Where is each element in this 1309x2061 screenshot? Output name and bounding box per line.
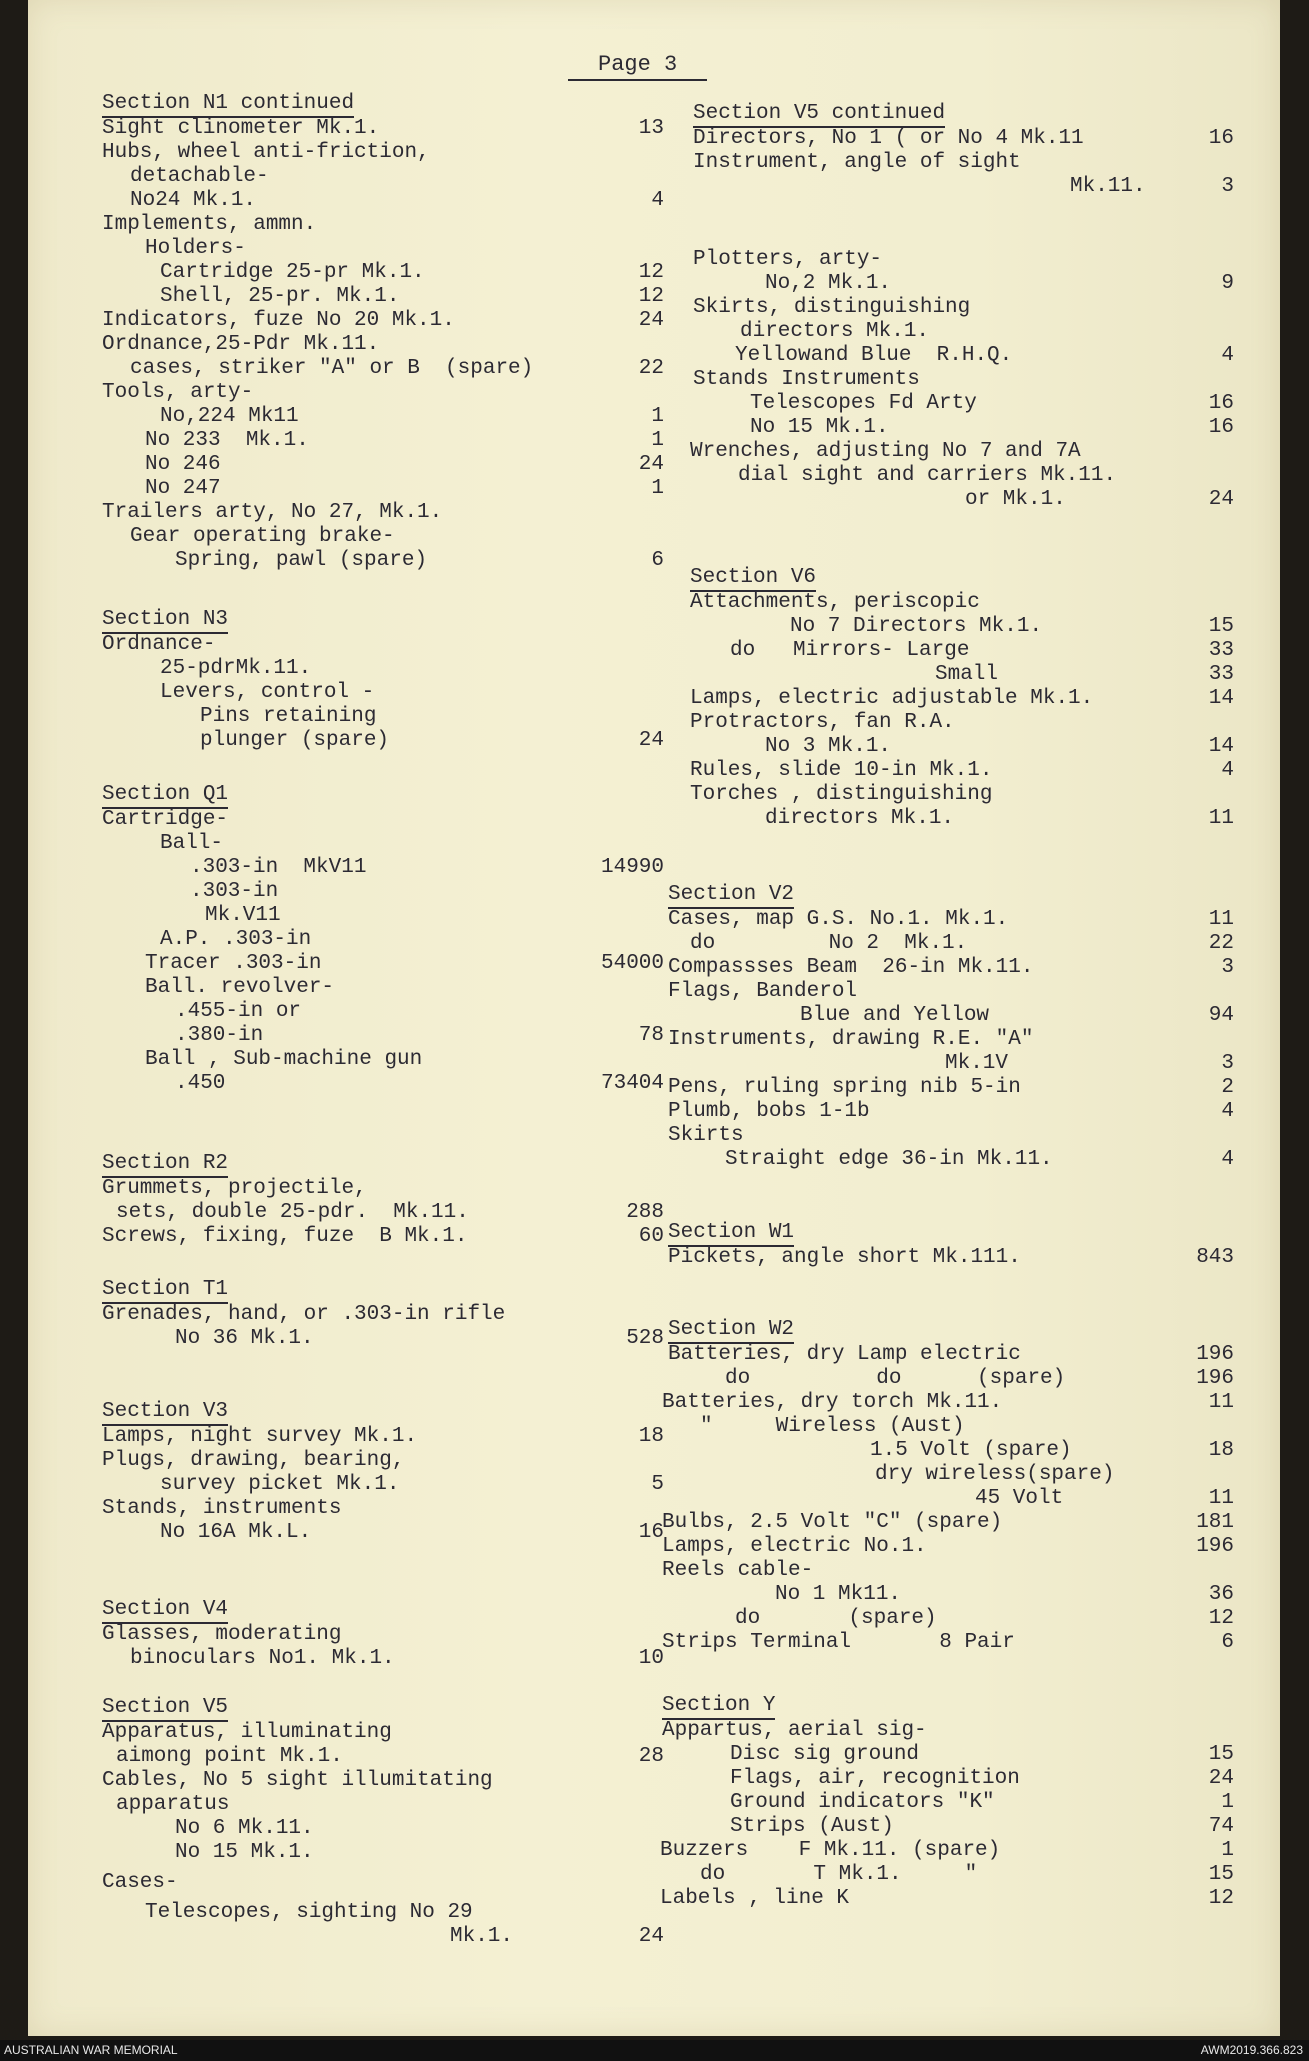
item-description: Ordnance,25-Pdr Mk.11. (102, 333, 380, 356)
item-description: Indicators, fuze No 20 Mk.1. (102, 309, 455, 332)
item-quantity: 11 (1208, 908, 1234, 931)
item-description: Cables, No 5 sight illumitating (102, 1769, 493, 1792)
item-description: dial sight and carriers Mk.11. (738, 464, 1117, 487)
item-description: Labels , line K (660, 1887, 850, 1910)
section-heading: Section V4 (102, 1598, 228, 1624)
item-description: Gear operating brake- (130, 525, 395, 548)
item-description: No 15 Mk.1. (175, 1841, 314, 1864)
item-description: Flags, Banderol (668, 980, 858, 1003)
item-quantity: 4 (1221, 1148, 1234, 1171)
item-description: Instrument, angle of sight (693, 151, 1021, 174)
item-description: Skirts, distinguishing (693, 296, 971, 319)
item-description: Compassses Beam 26-in Mk.11. (668, 956, 1034, 979)
item-quantity: 22 (638, 357, 664, 380)
section-heading: Section N3 (102, 608, 228, 634)
item-quantity: 4 (1221, 759, 1234, 782)
item-description: Tools, arty- (102, 381, 254, 404)
item-description: Plugs, drawing, bearing, (102, 1449, 405, 1472)
item-description: do (spare) (735, 1607, 937, 1630)
item-description: Directors, No 1 ( or No 4 Mk.11 (693, 127, 1084, 150)
item-description: Pins retaining (200, 705, 377, 728)
item-description: No 15 Mk.1. (750, 416, 889, 439)
item-description: Screws, fixing, fuze B Mk.1. (102, 1225, 468, 1248)
item-quantity: 24 (1208, 1767, 1234, 1790)
item-quantity: 1 (651, 429, 664, 452)
item-description: Ball , Sub-machine gun (145, 1048, 423, 1071)
item-quantity: 94 (1208, 1004, 1234, 1027)
item-description: No 16A Mk.L. (160, 1521, 312, 1544)
item-description: sets, double 25-pdr. Mk.11. (116, 1201, 469, 1224)
item-description: Ball. revolver- (145, 976, 335, 999)
item-quantity: 181 (1196, 1511, 1234, 1534)
item-description: Tracer .303-in (145, 952, 322, 975)
item-description: Hubs, wheel anti-friction, (102, 141, 430, 164)
section-heading: Section Y (662, 1694, 775, 1720)
item-description: Grenades, hand, or .303-in rifle (102, 1303, 506, 1326)
item-description: Lamps, electric No.1. (662, 1535, 927, 1558)
item-description: Stands Instruments (693, 368, 920, 391)
item-description: Stands, instruments (102, 1497, 342, 1520)
footer-accession: AWM2019.366.823 (1200, 2043, 1303, 2057)
item-description: No24 Mk.1. (130, 189, 257, 212)
item-quantity: 24 (638, 453, 664, 476)
item-description: Ground indicators "K" (730, 1791, 995, 1814)
item-quantity: 13 (638, 117, 664, 140)
item-description: .303-in (190, 880, 279, 903)
item-quantity: 24 (638, 1925, 664, 1948)
item-quantity: 12 (1208, 1887, 1234, 1910)
item-description: Attachments, periscopic (690, 591, 980, 614)
item-quantity: 24 (638, 309, 664, 332)
item-quantity: 14990 (600, 856, 664, 879)
item-description: directors Mk.1. (765, 807, 955, 830)
item-quantity: 843 (1196, 1246, 1234, 1269)
item-quantity: 3 (1221, 956, 1234, 979)
item-description: Straight edge 36-in Mk.11. (725, 1148, 1053, 1171)
item-description: Cases, map G.S. No.1. Mk.1. (668, 908, 1009, 931)
item-quantity: 54000 (600, 952, 664, 975)
section-heading: Section R2 (102, 1152, 228, 1178)
item-description: Grummets, projectile, (102, 1177, 367, 1200)
item-description: No 246 (145, 453, 221, 476)
item-description: Rules, slide 10-in Mk.1. (690, 759, 993, 782)
item-quantity: 4 (651, 189, 664, 212)
item-description: Ball- (160, 832, 224, 855)
item-quantity: 16 (1208, 392, 1234, 415)
item-description: Wrenches, adjusting No 7 and 7A (690, 440, 1081, 463)
item-description: survey picket Mk.1. (160, 1473, 400, 1496)
item-description: Shell, 25-pr. Mk.1. (160, 285, 400, 308)
item-description: Bulbs, 2.5 Volt "C" (spare) (662, 1511, 1003, 1534)
item-quantity: 18 (638, 1425, 664, 1448)
item-description: Cartridge- (102, 808, 229, 831)
item-description: Yellowand Blue R.H.Q. (735, 344, 1013, 367)
item-quantity: 2 (1221, 1076, 1234, 1099)
item-quantity: 288 (626, 1201, 664, 1224)
item-description: Telescopes, sighting No 29 (145, 1901, 473, 1924)
item-description: Batteries, dry Lamp electric (668, 1343, 1021, 1366)
item-quantity: 73404 (600, 1072, 664, 1095)
item-quantity: 15 (1208, 615, 1234, 638)
item-description: Lamps, electric adjustable Mk.1. (690, 687, 1094, 710)
section-heading: Section T1 (102, 1278, 228, 1304)
item-description: Skirts (668, 1124, 744, 1147)
section-heading: Section W2 (668, 1318, 794, 1344)
item-description: cases, striker "A" or B (spare) (130, 357, 534, 380)
item-description: Sight clinometer Mk.1. (102, 117, 380, 140)
item-description: Plotters, arty- (693, 248, 883, 271)
footer-source: AUSTRALIAN WAR MEMORIAL (4, 2043, 178, 2057)
section-heading: Section V3 (102, 1400, 228, 1426)
item-description: Strips Terminal 8 Pair (662, 1631, 1015, 1654)
item-quantity: 22 (1208, 932, 1234, 955)
item-description: Disc sig ground (730, 1743, 920, 1766)
item-quantity: 6 (651, 549, 664, 572)
item-quantity: 11 (1208, 807, 1234, 830)
item-description: No 3 Mk.1. (765, 735, 892, 758)
item-quantity: 36 (1208, 1583, 1234, 1606)
item-quantity: 9 (1221, 272, 1234, 295)
item-quantity: 15 (1208, 1743, 1234, 1766)
item-quantity: 14 (1208, 687, 1234, 710)
item-quantity: 1 (1221, 1791, 1234, 1814)
item-description: dry wireless(spare) (875, 1463, 1115, 1486)
item-description: do Mirrors- Large (730, 639, 970, 662)
item-description: Cases- (102, 1871, 178, 1894)
item-quantity: 11 (1208, 1391, 1234, 1414)
item-quantity: 12 (1208, 1607, 1234, 1630)
item-description: aimong point Mk.1. (116, 1745, 343, 1768)
section-heading: Section V2 (668, 883, 794, 909)
item-quantity: 24 (1208, 488, 1234, 511)
item-quantity: 196 (1196, 1343, 1234, 1366)
item-quantity: 11 (1208, 1487, 1234, 1510)
item-description: Levers, control - (160, 681, 375, 704)
item-description: Instruments, drawing R.E. "A" (668, 1028, 1034, 1051)
item-description: No 7 Directors Mk.1. (790, 615, 1043, 638)
item-description: No 233 Mk.1. (145, 429, 309, 452)
item-quantity: 4 (1221, 344, 1234, 367)
item-description: Pickets, angle short Mk.111. (668, 1246, 1021, 1269)
item-description: Ordnance- (102, 633, 216, 656)
item-quantity: 60 (638, 1225, 664, 1248)
item-quantity: 6 (1221, 1631, 1234, 1654)
item-description: Telescopes Fd Arty (750, 392, 977, 415)
section-heading: Section V6 (690, 566, 816, 592)
item-quantity: 1 (1221, 1839, 1234, 1862)
item-description: .380-in (175, 1024, 264, 1047)
item-quantity: 3 (1221, 1052, 1234, 1075)
item-description: or Mk.1. (965, 488, 1066, 511)
item-description: .303-in MkV11 (190, 856, 367, 879)
item-description: No,2 Mk.1. (765, 272, 892, 295)
item-description: No 247 (145, 477, 221, 500)
item-description: 45 Volt (975, 1487, 1064, 1510)
item-description: No 6 Mk.11. (175, 1817, 314, 1840)
item-description: detachable- (130, 165, 269, 188)
item-description: Glasses, moderating (102, 1623, 342, 1646)
item-description: Spring, pawl (spare) (175, 549, 428, 572)
item-description: Mk.11. (1070, 175, 1146, 198)
item-description: Mk.1. (450, 1925, 514, 1948)
item-quantity: 12 (638, 285, 664, 308)
item-description: Holders- (145, 237, 246, 260)
item-quantity: 10 (638, 1647, 664, 1670)
item-description: Appartus, aerial sig- (662, 1719, 927, 1742)
item-description: do No 2 Mk.1. (690, 932, 968, 955)
item-quantity: 5 (651, 1473, 664, 1496)
item-quantity: 28 (638, 1745, 664, 1768)
item-quantity: 33 (1208, 639, 1234, 662)
item-description: binoculars No1. Mk.1. (130, 1647, 395, 1670)
item-description: Trailers arty, No 27, Mk.1. (102, 501, 443, 524)
item-description: 1.5 Volt (spare) (870, 1439, 1072, 1462)
item-description: Cartridge 25-pr Mk.1. (160, 261, 425, 284)
section-heading: Section V5 (102, 1696, 228, 1722)
item-description: Blue and Yellow (800, 1004, 990, 1027)
item-description: Protractors, fan R.A. (690, 711, 955, 734)
page-title: Page 3 (568, 52, 707, 81)
item-description: Reels cable- (662, 1559, 814, 1582)
item-quantity: 15 (1208, 1863, 1234, 1886)
item-quantity: 78 (638, 1024, 664, 1047)
item-description: do do (spare) (725, 1367, 1066, 1390)
item-quantity: 12 (638, 261, 664, 284)
item-description: " Wireless (Aust) (700, 1415, 965, 1438)
item-description: Plumb, bobs 1-1b (668, 1100, 870, 1123)
item-quantity: 16 (638, 1521, 664, 1544)
item-quantity: 16 (1208, 416, 1234, 439)
item-quantity: 74 (1208, 1815, 1234, 1838)
section-heading: Section Q1 (102, 783, 228, 809)
item-quantity: 14 (1208, 735, 1234, 758)
section-heading: Section V5 continued (693, 102, 945, 128)
item-description: Mk.1V (945, 1052, 1009, 1075)
item-description: Apparatus, illuminating (102, 1721, 392, 1744)
section-heading: Section W1 (668, 1221, 794, 1247)
footer-bar (0, 2040, 1309, 2061)
item-description: Pens, ruling spring nib 5-in (668, 1076, 1021, 1099)
item-description: directors Mk.1. (740, 320, 930, 343)
item-description: plunger (spare) (200, 729, 390, 752)
item-description: Buzzers F Mk.11. (spare) (660, 1839, 1001, 1862)
item-description: Lamps, night survey Mk.1. (102, 1425, 418, 1448)
item-description: 25-pdrMk.11. (160, 657, 312, 680)
item-description: Small (935, 663, 999, 686)
section-heading: Section N1 continued (102, 92, 354, 118)
item-quantity: 1 (651, 405, 664, 428)
item-description: No 1 Mk11. (775, 1583, 902, 1606)
item-description: No 36 Mk.1. (175, 1327, 314, 1350)
document-page (28, 0, 1280, 2036)
item-quantity: 18 (1208, 1439, 1234, 1462)
item-quantity: 4 (1221, 1100, 1234, 1123)
item-description: A.P. .303-in (160, 928, 312, 951)
item-description: apparatus (116, 1793, 230, 1816)
item-quantity: 3 (1221, 175, 1234, 198)
item-description: Implements, ammn. (102, 213, 317, 236)
item-description: Flags, air, recognition (730, 1767, 1020, 1790)
item-description: do T Mk.1. " (700, 1863, 978, 1886)
item-quantity: 16 (1208, 127, 1234, 150)
item-description: Torches , distinguishing (690, 783, 993, 806)
item-quantity: 196 (1196, 1367, 1234, 1390)
item-description: Strips (Aust) (730, 1815, 894, 1838)
item-description: No,224 Mk11 (160, 405, 299, 428)
item-description: Batteries, dry torch Mk.11. (662, 1391, 1003, 1414)
item-description: Mk.V11 (205, 904, 281, 927)
item-quantity: 528 (626, 1327, 664, 1350)
item-quantity: 24 (638, 729, 664, 752)
item-quantity: 196 (1196, 1535, 1234, 1558)
item-description: .450 (175, 1072, 226, 1095)
item-description: .455-in or (175, 1000, 302, 1023)
item-quantity: 1 (651, 477, 664, 500)
item-quantity: 33 (1208, 663, 1234, 686)
